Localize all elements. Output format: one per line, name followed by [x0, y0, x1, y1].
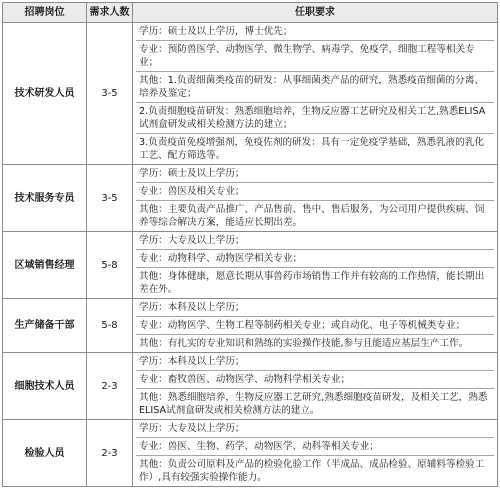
- requirement-line: 3.负责疫苗免疫增强剂，免疫佐剂的研发：具有一定免疫学基础，熟悉乳液的乳化工艺、配方筛选等。: [139, 137, 484, 161]
- table-row: [3, 299, 498, 353]
- requirement-line: 其他：主要负责产品推广、产品售前、售中、售后服务，为公司用户提供疾病、饲养等综合解决方案，能适应长期出差。: [139, 204, 485, 228]
- job-position: 细胞技术人员: [3, 353, 87, 420]
- job-requirements: [133, 353, 498, 420]
- table-body: [3, 23, 498, 487]
- header-count: 需求人数: [87, 3, 133, 23]
- requirement-line: 专业：动物医学、生物工程等制药相关专业；或自动化、电子等机械类专业；: [136, 317, 494, 335]
- requirement-line: 专业：畜牧兽医、动物医学、动物科学相关专业；: [136, 371, 494, 389]
- table-header-row: [3, 3, 498, 23]
- requirement-line: 2.负责细胞疫苗研发：熟悉细胞培养，生物反应器工艺研究及相关工艺,熟悉ELISA试剂盒研发或相关检测方法的建立；: [136, 103, 494, 134]
- requirement-line: 学历：大专及以上学历；: [136, 420, 494, 438]
- job-headcount: 3-5: [87, 23, 133, 165]
- requirement-line: 学历：本科及以上学历；: [136, 299, 494, 317]
- requirement-line: 专业：兽医及相关专业；: [136, 183, 494, 201]
- table-row: [3, 165, 498, 232]
- job-position: 生产储备干部: [3, 299, 87, 353]
- job-requirements: [133, 299, 498, 353]
- requirement-line: 其他：1.负责细菌类疫苗的研发：从事细菌类产品的研究，熟悉疫苗细菌的分离、培养及鉴定；: [136, 72, 494, 103]
- job-position: 区域销售经理: [3, 232, 87, 299]
- table-row: [3, 232, 498, 299]
- requirement-line: 专业：动物科学、动物医学相关专业；: [136, 250, 494, 268]
- requirement-line: 学历：硕士及以上学历；: [136, 165, 494, 183]
- table-row: [3, 420, 498, 487]
- job-headcount: 2-3: [87, 420, 133, 487]
- job-headcount: 5-8: [87, 299, 133, 353]
- table-row: [3, 353, 498, 420]
- job-headcount: 3-5: [87, 165, 133, 232]
- job-requirements: [133, 165, 498, 232]
- job-position: 检验人员: [3, 420, 87, 487]
- job-position: 技术研发人员: [3, 23, 87, 165]
- job-requirements: [133, 420, 498, 487]
- requirement-line: 其他：熟悉细胞培养，生物反应器工艺研究,熟悉细胞疫苗研发，及相关工艺，熟悉ELISA试剂盒研发或相关检测方法的建立。: [139, 392, 488, 416]
- job-position: 技术服务专员: [3, 165, 87, 232]
- requirement-line: 专业：预防兽医学、动物医学、微生物学、病毒学、免疫学、细胞工程等相关专业；: [136, 41, 494, 72]
- requirement-line: 学历：本科及以上学历；: [136, 353, 494, 371]
- recruitment-table: [2, 2, 498, 487]
- requirement-line: 学历：硕士及以上学历，博士优先；: [136, 23, 494, 41]
- header-position: 招聘岗位: [3, 3, 87, 23]
- job-requirements: [133, 23, 498, 165]
- requirement-line: 学历：大专及以上学历；: [136, 232, 494, 250]
- header-requirements: 任职要求: [133, 3, 498, 23]
- job-headcount: 5-8: [87, 232, 133, 299]
- requirement-line: 其他：身体健康，愿意长期从事兽药市场销售工作并有较高的工作热情，能长期出差在外。: [139, 271, 485, 295]
- job-headcount: 2-3: [87, 353, 133, 420]
- table-row: [3, 23, 498, 165]
- requirement-line: 专业：兽医、生物、药学、动物医学、动科等相关专业；: [136, 438, 494, 456]
- requirement-line: 其他：负责公司原料及产品的检验化验工作（半成品、成品检验、原辅料等检验工作）,具有较强实验操作能力。: [139, 459, 485, 483]
- job-requirements: [133, 232, 498, 299]
- requirement-line: 其他：有扎实的专业知识和熟练的实验操作技能,参与且能适应基层生产工作。: [139, 338, 469, 349]
